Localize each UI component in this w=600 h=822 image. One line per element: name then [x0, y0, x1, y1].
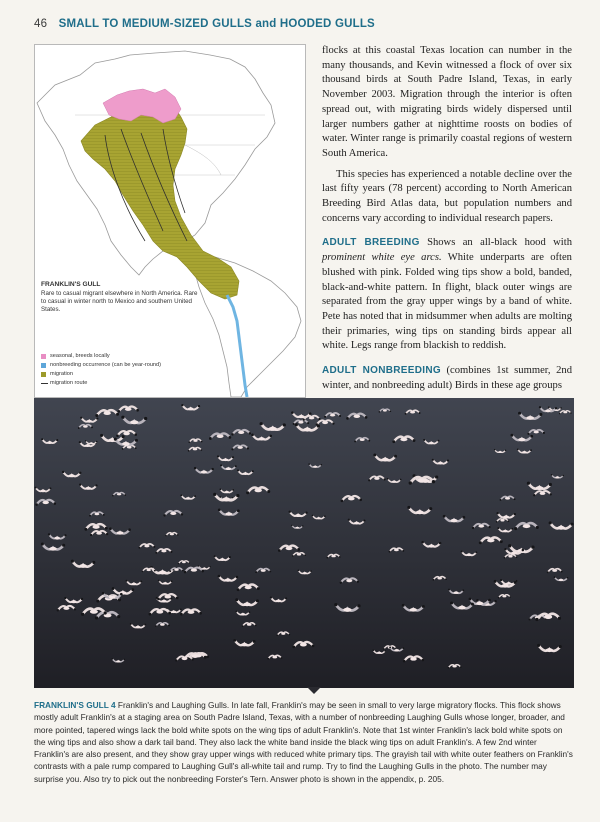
legend-item-migration: [41, 370, 241, 379]
range-map-graphic: [35, 45, 305, 397]
adult-nonbreeding-section: [322, 364, 572, 393]
body-text-column: [322, 44, 572, 399]
range-map: [34, 44, 306, 398]
legend-item-route: [41, 379, 241, 388]
adult-nonbreeding-text: (combines 1st summer, 2nd winter, and nonbreeding adult) Birds in these age groups: [322, 365, 572, 391]
paragraph-1: flocks at this coastal Texas location can number in the many thousands, and Kevin witnessed a flock of over six thousand birds at South Padre Island, Texas, in early November 2003. Migration through the interior is often spread out, with migrating birds widely dispersed until larger numbers gather at nighttime roosts on bodies of water. Winter range is primarily coastal regions of western South America.: [322, 45, 572, 159]
adult-nonbreeding-heading: ADULT NONBREEDING: [322, 365, 441, 377]
adult-breeding-section: [322, 236, 572, 354]
adult-breeding-heading: ADULT BREEDING: [322, 237, 420, 249]
adult-breeding-text-b: White underparts are often blushed with pink. Folded wing tips show a bold, banded, black-and-white pattern. In flight, black outer wings are separated from the gray upper wings by a band of white. Pete has noted that in midsummer when adults are molting their primaries, wing tips on standing birds appear all white. Legs range from blackish to reddish.: [322, 252, 572, 352]
legend-label: migration: [50, 370, 74, 377]
legend-label: seasonal, breeds locally: [50, 353, 110, 359]
legend-item-breeding: [41, 352, 241, 361]
running-head: SMALL TO MEDIUM-SIZED GULLS and HOODED GULLS: [58, 18, 375, 30]
page-number: 46: [34, 18, 48, 30]
map-caption-text: Rare to casual migrant elsewhere in North America. Rare to casual in winter north to Mexico and southern United States.: [41, 289, 198, 313]
legend-label: migration route: [50, 379, 88, 386]
photo-caption: [34, 699, 574, 785]
gull-flock-image: [34, 398, 574, 688]
adult-breeding-text-a: Shows an all-black hood with: [427, 237, 572, 249]
map-caption: [41, 281, 201, 314]
legend-swatch: [41, 363, 46, 368]
caption-pointer: [307, 687, 321, 694]
caption-text: Franklin's and Laughing Gulls. In late fall, Franklin's may be seen in small to very large migratory flocks. This flock shows mostly adult Franklin's at a staging area on South Padre Island, Texas, with a number of nonbreeding Laughing Gulls whose longer, broader, and more pointed, tapered wings lack the bold white spots on the wing tips of adult Franklin's. Note that 1st winter Franklin's lack bold white spots on the wing tips and also show a dark tail band. They also lack the white band inside the black wing tips on adult Franklin's. A few 2nd winter Franklin's are also present, and they show gray upper wings with reduced white primary tips. The grayish tail with white outer feathers on Franklin's contrasts with a pale rump compared to Laughing Gull's all-white tail and rump. Try to find the Laughing Gulls in the photo. The number may surprise you. Also try to pick out the nonbreeding Forster's Tern. Answer photo is shown in the appendix, p. 205.: [34, 700, 573, 784]
paragraph-2: This species has experienced a notable decline over the last fifty years (78 percent) according to North American Breeding Bird Atlas data, but population numbers and concerns vary according to individual research papers.: [322, 168, 572, 224]
caption-label: FRANKLIN'S GULL 4: [34, 700, 116, 710]
map-caption-title: FRANKLIN'S GULL: [41, 281, 101, 288]
legend-line: [41, 383, 48, 384]
adult-breeding-emphasis: prominent white eye arcs.: [322, 252, 442, 264]
legend-swatch: [41, 372, 46, 377]
legend-label: nonbreeding occurrence (can be year-round): [50, 361, 162, 368]
gull-flock-photo: [34, 398, 574, 688]
legend-swatch: [41, 354, 46, 359]
map-legend: [41, 352, 241, 388]
page-header: [34, 18, 574, 38]
legend-item-nonbreeding: [41, 361, 241, 370]
